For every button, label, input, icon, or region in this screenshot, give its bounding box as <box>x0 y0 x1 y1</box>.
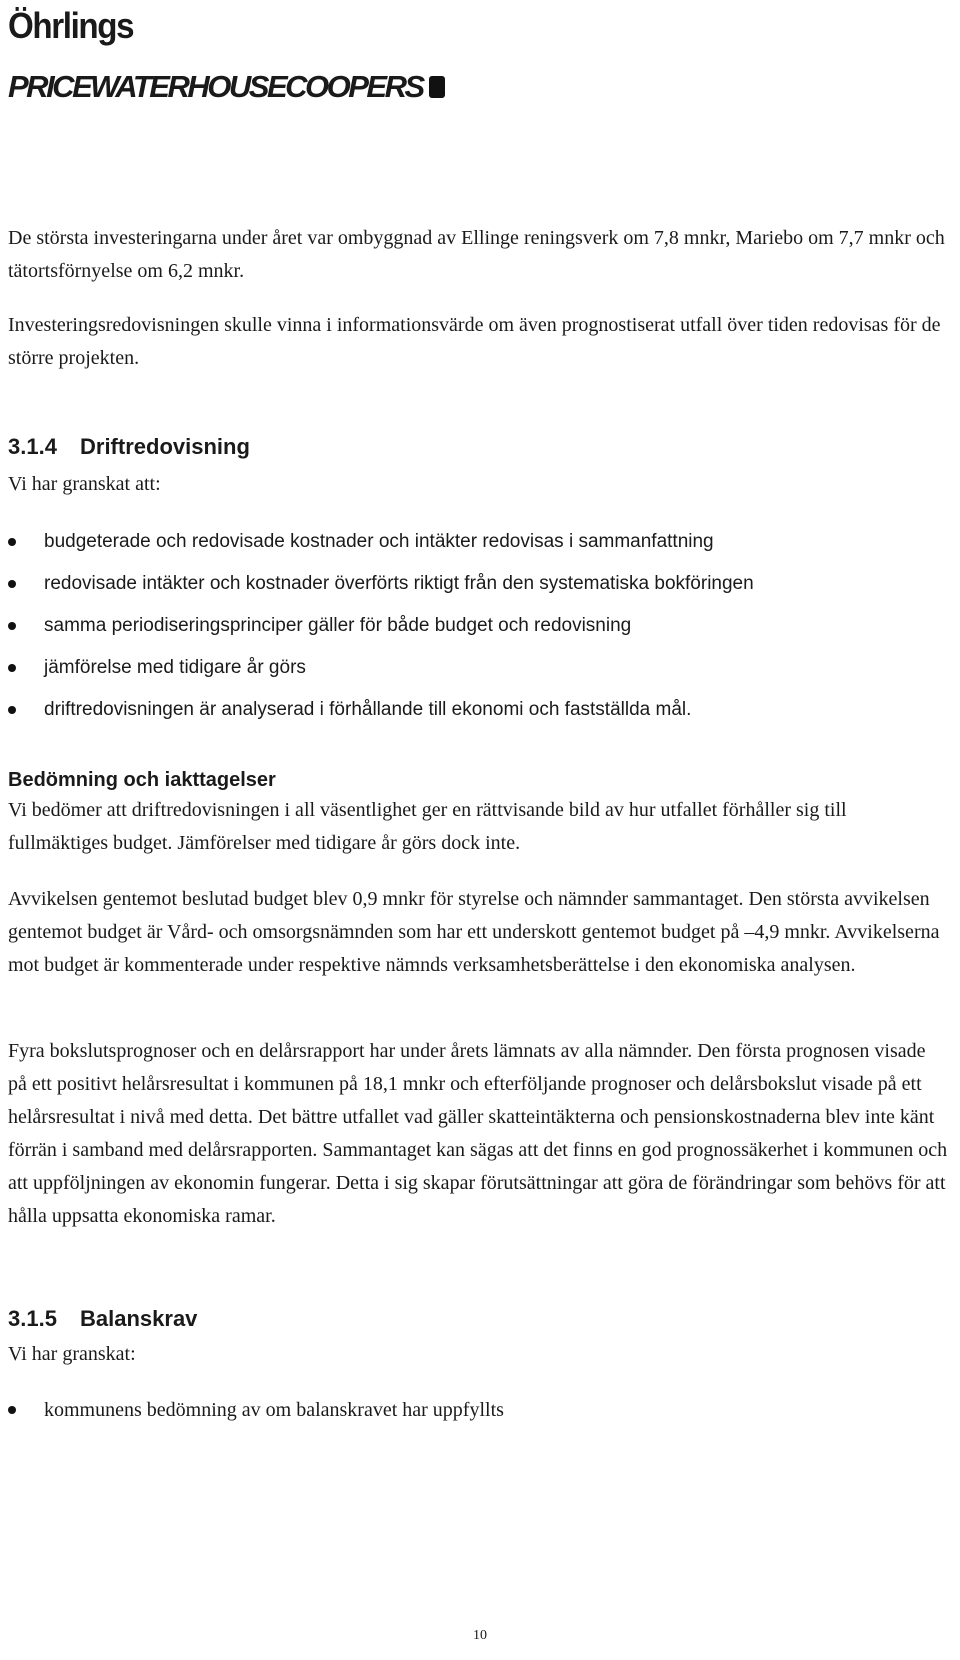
list-item: samma periodiseringsprinciper gäller för både budget och redovisning <box>8 605 948 647</box>
intro-block-2 <box>8 309 948 375</box>
section-315 <box>8 1304 948 1431</box>
deviation-block <box>8 883 948 982</box>
list-item: budgeterade och redovisade kostnader och intäkter redovisas i sammanfattning <box>8 521 948 563</box>
logo-ohrlings: Öhrlings <box>8 5 134 46</box>
logo-pwc-text: PRICEWATERHOUSECOOPERS <box>8 69 423 104</box>
intro-block <box>8 222 948 288</box>
assessment-block <box>8 766 948 860</box>
list-item: redovisade intäkter och kostnader överförts riktigt från den systematiska bokföringen <box>8 563 948 605</box>
logo-square-icon <box>429 76 445 98</box>
logo-pricewaterhousecoopers <box>8 70 445 104</box>
assessment-paragraph-1: Vi bedömer att driftredovisningen i all väsentlighet ger en rättvisande bild av hur utfallet förhåller sig till fullmäktiges budget. Jämförelser med tidigare år görs dock inte. <box>8 799 847 854</box>
forecast-block <box>8 1035 948 1233</box>
section-315-lead: Vi har granskat: <box>8 1343 136 1365</box>
list-item: kommunens bedömning av om balanskravet har uppfyllts <box>8 1389 948 1431</box>
assessment-heading: Bedömning och iakttagelser <box>8 769 276 791</box>
section-314-heading <box>8 432 948 462</box>
section-315-title: Balanskrav <box>80 1306 198 1331</box>
assessment-paragraph-3: Fyra bokslutsprognoser och en delårsrapport har under årets lämnats av alla nämnder. Den första prognosen visade på ett positivt helårsresultat i kommunen på 18,1 mnkr och efterföljande prognoser och delårsbokslut visade på ett helårsresultat i nivå med detta. Det bättre utfallet vad gäller skatteintäkterna och pensionskostnaderna blev inte känt förrän i samband med delårsrapporten. Sammantaget kan sägas att det finns en god prognossäkerhet i kommunen och att uppföljningen av ekonomin fungerar. Detta i sig skapar förutsättningar att göra de förändringar som behövs för att hålla uppsatta ekonomiska ramar. <box>8 1040 948 1227</box>
assessment-paragraph-2: Avvikelsen gentemot beslutad budget blev 0,9 mnkr för styrelse och nämnder sammantaget. Den största avvikelsen gentemot budget är Vård- och omsorgsnämnden som har ett underskott gentemot budget på –4,9 mnkr. Avvikelserna mot budget är kommenterade under respektive nämnds verksamhetsberättelse i den ekonomiska analysen. <box>8 888 940 976</box>
section-315-bullet-list <box>8 1389 948 1431</box>
section-314-title: Driftredovisning <box>80 434 250 459</box>
intro-paragraph-1: De största investeringarna under året var ombyggnad av Ellinge reningsverk om 7,8 mnkr, Mariebo om 7,7 mnkr och tätortsförnyelse om 6,2 mnkr. <box>8 227 945 282</box>
section-314-bullet-list <box>8 521 948 731</box>
section-315-number: 3.1.5 <box>8 1306 57 1331</box>
intro-paragraph-2: Investeringsredovisningen skulle vinna i informationsvärde om även prognostiserat utfall över tiden redovisas för de större projekten. <box>8 314 941 369</box>
page-number: 10 <box>473 1628 487 1643</box>
section-314-number: 3.1.4 <box>8 434 57 459</box>
section-314-lead: Vi har granskat att: <box>8 473 161 495</box>
section-314 <box>8 432 948 731</box>
logo <box>8 6 445 104</box>
section-315-heading <box>8 1304 948 1334</box>
list-item: jämförelse med tidigare år görs <box>8 647 948 689</box>
list-item: driftredovisningen är analyserad i förhållande till ekonomi och fastställda mål. <box>8 689 948 731</box>
